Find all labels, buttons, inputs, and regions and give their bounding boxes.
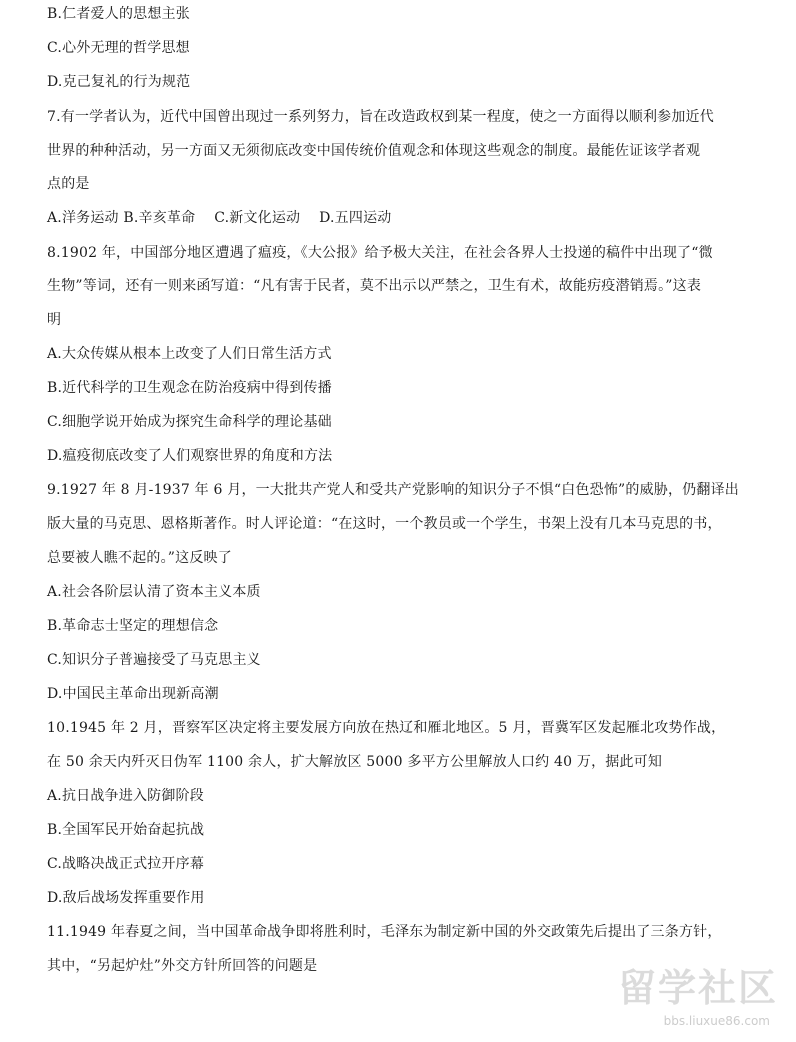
question-8-line-1: 8.1902 年，中国部分地区遭遇了瘟疫，《大公报》给予极大关注，在社会各界人士投递的稿件中出现了“微 <box>47 245 713 261</box>
option-d-q10: D.敌后战场发挥重要作用 <box>47 890 205 906</box>
option-d-q6: D.克己复礼的行为规范 <box>47 74 191 90</box>
question-8-line-3: 明 <box>47 312 62 328</box>
option-a-q9: A.社会各阶层认清了资本主义本质 <box>47 584 261 600</box>
option-d-q8: D.瘟疫彻底改变了人们观察世界的角度和方法 <box>47 448 333 464</box>
option-b-q9: B.革命志士坚定的理想信念 <box>47 618 219 634</box>
question-11-line-2: 其中，“另起炉灶”外交方针所回答的问题是 <box>47 958 318 974</box>
option-c-q10: C.战略决战正式拉开序幕 <box>47 856 205 872</box>
question-7-line-2: 世界的种种活动，另一方面又无须彻底改变中国传统价值观念和体现这些观念的制度。最能佐证该学者观 <box>47 143 701 159</box>
option-a-q8: A.大众传媒从根本上改变了人们日常生活方式 <box>47 346 332 362</box>
option-c-q6: C.心外无理的哲学思想 <box>47 40 190 56</box>
option-d-q9: D.中国民主革命出现新高潮 <box>47 686 219 702</box>
question-8-line-2: 生物”等词，还有一则来函写道：“凡有害于民者，莫不出示以严禁之，卫生有术，故能疠疫潜销焉。”这表 <box>47 278 702 294</box>
question-7-line-3: 点的是 <box>47 176 90 192</box>
option-b-q8: B.近代科学的卫生观念在防治疫病中得到传播 <box>47 380 332 396</box>
watermark-logo <box>598 966 778 1028</box>
question-11-line-1: 11.1949 年春夏之间，当中国革命战争即将胜利时，毛泽东为制定新中国的外交政策先后提出了三条方针， <box>47 924 722 940</box>
option-a-q10: A.抗日战争进入防御阶段 <box>47 788 204 804</box>
question-9-line-1: 9.1927 年 8 月-1937 年 6 月，一大批共产党人和受共产党影响的知识分子不惧“白色恐怖”的威胁，仍翻译出 <box>47 482 739 498</box>
watermark-text: 留学社区 <box>617 966 778 1010</box>
question-9-line-2: 版大量的马克思、恩格斯著作。时人评论道：“在这时，一个教员或一个学生，书架上没有几本马克思的书， <box>47 516 722 532</box>
question-10-line-1: 10.1945 年 2 月，晋察军区决定将主要发展方向放在热辽和雁北地区。5 月，晋冀军区发起雁北攻势作战， <box>47 720 726 736</box>
question-10-line-2: 在 50 余天内歼灭日伪军 1100 余人，扩大解放区 5000 多平方公里解放人口约 40 万，据此可知 <box>47 754 663 770</box>
option-c-q8: C.细胞学说开始成为探究生命科学的理论基础 <box>47 414 332 430</box>
option-c-q9: C.知识分子普遍接受了马克思主义 <box>47 652 261 668</box>
options-q7: A.洋务运动 B.辛亥革命 C.新文化运动 D.五四运动 <box>47 210 392 226</box>
option-b-q6: B.仁者爱人的思想主张 <box>47 6 190 22</box>
question-9-line-3: 总要被人瞧不起的。”这反映了 <box>47 550 232 566</box>
question-7-line-1: 7.有一学者认为，近代中国曾出现过一系列努力，旨在改造政权到某一程度，使之一方面得以顺利参加近代 <box>47 109 714 125</box>
option-b-q10: B.全国军民开始奋起抗战 <box>47 822 205 838</box>
watermark-url: bbs.liuxue86.com <box>663 1014 770 1028</box>
